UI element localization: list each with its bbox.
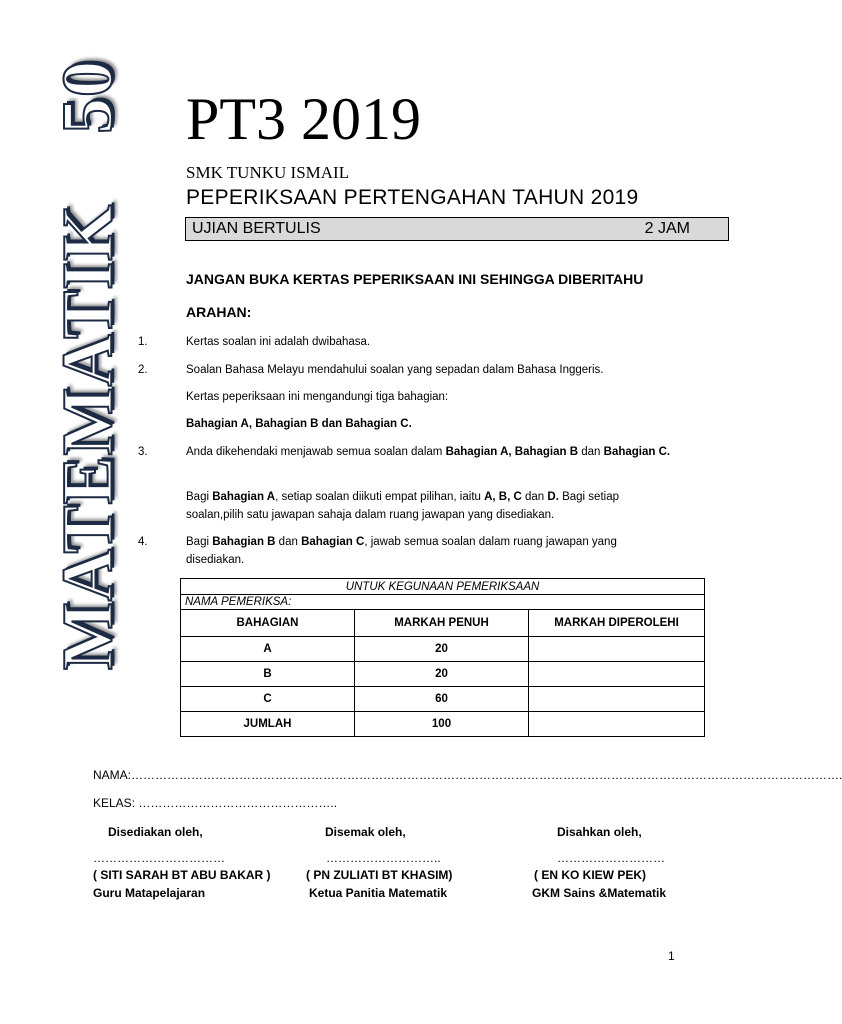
instructions-heading: ARAHAN:: [186, 304, 252, 320]
paper-bar: [185, 217, 729, 241]
section-cell: B: [181, 662, 355, 687]
paper-duration: 2 JAM: [644, 220, 690, 237]
signature-line: ……………………………: [93, 851, 225, 865]
subject-name: MATEMATIK: [47, 203, 128, 671]
signatory-name: ( SITI SARAH BT ABU BAKAR ): [93, 868, 271, 882]
obtained-marks-cell[interactable]: [529, 637, 705, 662]
student-class-field[interactable]: KELAS: …………………………………………..: [93, 796, 338, 810]
instruction-3b: Bagi Bahagian A, setiap soalan diikuti empat pilihan, iaitu A, B, C dan D. Bagi setiap soalan,pilih satu jawapan sahaja dalam ruang jawapan yang disediakan.: [186, 491, 619, 521]
page-title: PT3 2019: [186, 86, 422, 152]
signature-role: Disemak oleh,: [325, 825, 406, 839]
signatory-name: ( EN KO KIEW PEK): [534, 868, 647, 882]
instruction-2b: Kertas peperiksaan ini mengandungi tiga bahagian:: [186, 391, 449, 403]
marks-table: [180, 578, 705, 737]
instruction-number: 3.: [138, 446, 148, 458]
column-header: MARKAH DIPEROLEHI: [529, 610, 705, 637]
instruction-2: Soalan Bahasa Melayu mendahului soalan yang sepadan dalam Bahasa Inggeris.: [186, 364, 604, 376]
column-header: MARKAH PENUH: [355, 610, 529, 637]
table-row: [181, 662, 705, 687]
column-header: BAHAGIAN: [181, 610, 355, 637]
table-caption: UNTUK KEGUNAAN PEMERIKSAAN: [181, 579, 705, 595]
table-row: [181, 687, 705, 712]
signatory-title: Ketua Panitia Matematik: [309, 886, 448, 900]
instruction-2c: Bahagian A, Bahagian B dan Bahagian C.: [186, 418, 412, 430]
exam-name: PEPERIKSAAN PERTENGAHAN TAHUN 2019: [186, 186, 639, 209]
instruction-3: Anda dikehendaki menjawab semua soalan dalam Bahagian A, Bahagian B dan Bahagian C.: [186, 446, 671, 458]
signatory-title: GKM Sains &Matematik: [532, 886, 667, 900]
signature-line: ………………………: [557, 851, 665, 865]
instruction-number: 2.: [138, 364, 148, 376]
instruction-number: 1.: [138, 336, 148, 348]
signature-role: Disahkan oleh,: [557, 825, 642, 839]
full-marks-cell: 20: [355, 662, 529, 687]
section-cell: JUMLAH: [181, 712, 355, 737]
school-name: SMK TUNKU ISMAIL: [186, 163, 350, 182]
instruction-1: Kertas soalan ini adalah dwibahasa.: [186, 336, 371, 348]
section-cell: A: [181, 637, 355, 662]
signature-line: ………………………..: [326, 851, 441, 865]
table-row: [181, 712, 705, 737]
paper-type: UJIAN BERTULIS: [192, 220, 321, 237]
full-marks-cell: 100: [355, 712, 529, 737]
student-name-field[interactable]: NAMA:…………………………………………………………………………………………………………………………………………………………….: [93, 768, 842, 782]
obtained-marks-cell[interactable]: [529, 712, 705, 737]
obtained-marks-cell[interactable]: [529, 687, 705, 712]
full-marks-cell: 20: [355, 637, 529, 662]
signatory-title: Guru Matapelajaran: [93, 886, 206, 900]
examiner-name-label: NAMA PEMERIKSA:: [181, 595, 705, 610]
instruction-number: 4.: [138, 536, 148, 548]
signature-role: Disediakan oleh,: [108, 825, 203, 839]
signatory-name: ( PN ZULIATI BT KHASIM): [306, 868, 453, 882]
instruction-4: Bagi Bahagian B dan Bahagian C, jawab semua soalan dalam ruang jawapan yang disediakan.: [186, 536, 617, 566]
section-cell: C: [181, 687, 355, 712]
table-row: [181, 637, 705, 662]
subject-code: 50: [47, 59, 128, 134]
page-number: 1: [668, 949, 675, 963]
subject-side-title: [47, 60, 130, 670]
warning-text: JANGAN BUKA KERTAS PEPERIKSAAN INI SEHINGGA DIBERITAHU: [186, 271, 644, 287]
full-marks-cell: 60: [355, 687, 529, 712]
obtained-marks-cell[interactable]: [529, 662, 705, 687]
